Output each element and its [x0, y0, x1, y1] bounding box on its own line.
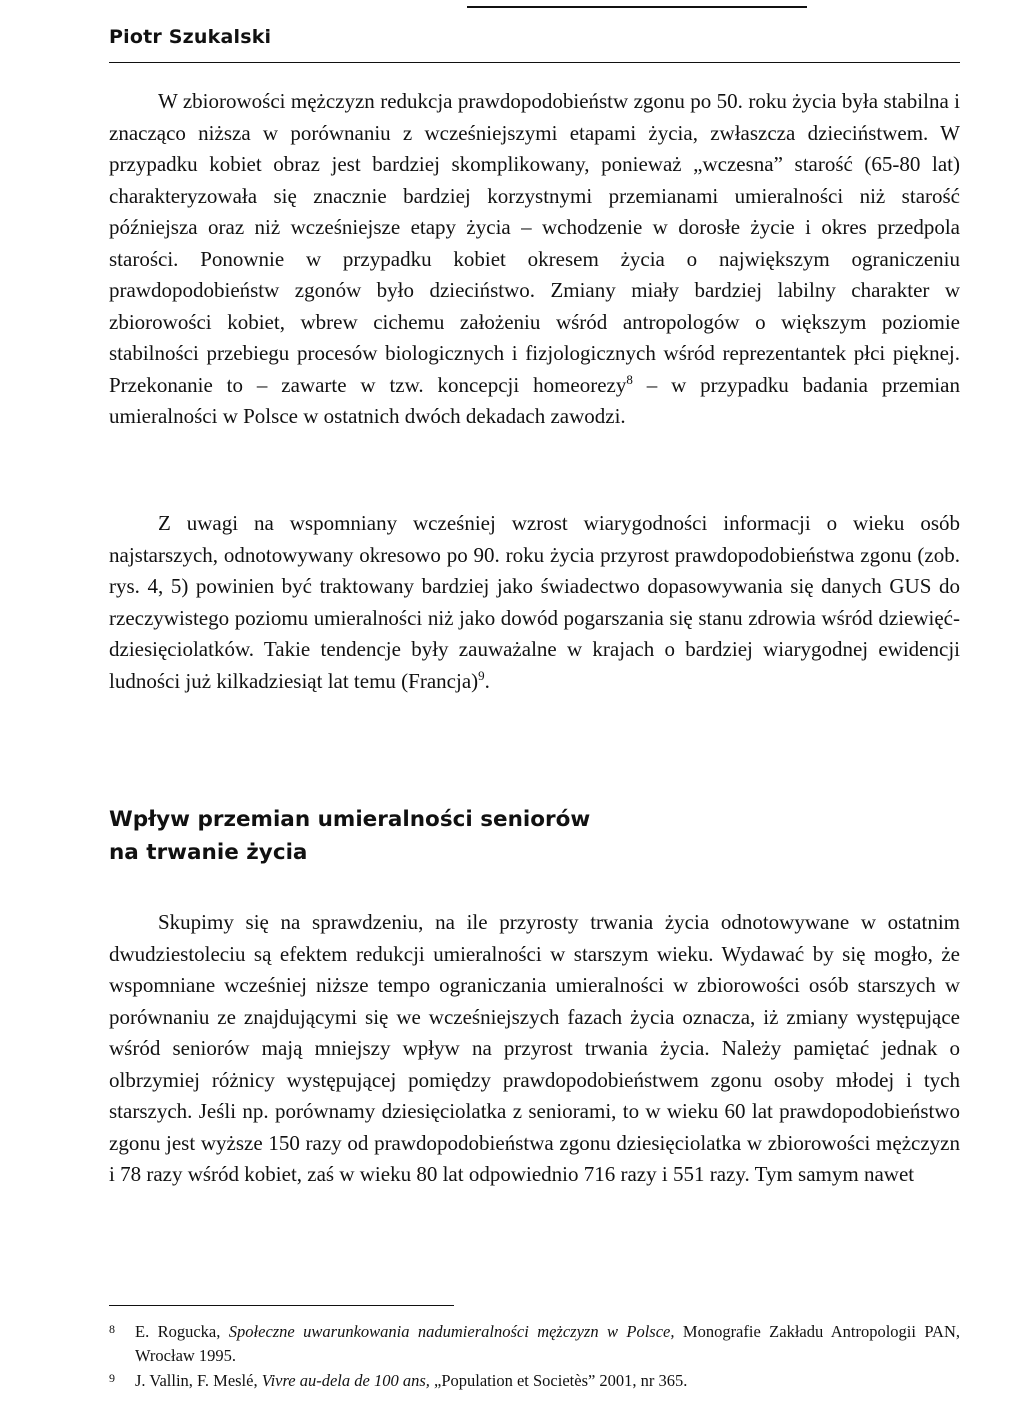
body-paragraph-1	[109, 86, 960, 433]
footnote-title: Społeczne uwarunkowania nadumieralności mężczyzn w Polsce,	[228, 1322, 675, 1341]
footnote-text-continued: „Population et Societès” 2001, nr 365.	[429, 1371, 688, 1390]
footnote-text: E. Rogucka,	[135, 1322, 229, 1341]
section-heading	[109, 803, 960, 869]
paragraph-text-continued: .	[484, 668, 490, 693]
body-paragraph-3	[109, 907, 960, 1191]
section-heading-line-2: na trwanie życia	[109, 840, 308, 865]
footnote-9	[109, 1369, 960, 1393]
footnote-ref[interactable]: 9	[478, 667, 485, 683]
footnote-number: 9	[109, 1371, 115, 1385]
body-paragraph-2	[109, 508, 960, 697]
paragraph-text-continued: – w przypadku badania przemian umieralności w Polsce w ostatnich dwóch dekadach zawodzi.	[109, 372, 960, 428]
footnote-text: J. Vallin, F. Meslé,	[135, 1371, 262, 1390]
footnote-text-continued: Monografie Zakładu Antropologii PAN, Wrocław 1995.	[135, 1322, 960, 1365]
footnotes	[109, 1320, 960, 1394]
running-head-author: Piotr Szukalski	[109, 26, 272, 48]
paragraph-text: Skupimy się na sprawdzeniu, na ile przyrosty trwania życia odnotowywane w ostatnim dwudziestoleciu są efektem redukcji umieralności w starszym wieku. Wydawać by się mogło, że wspomniane wcześniej niższe tempo ograniczania umieralności w zbiorowości osób starszych w porównaniu ze znajdującymi się we wcześniejszych fazach życia oznacza, iż zmiany występujące wśród seniorów mają mniejszy wpływ na przyrost trwania życia. Należy pamiętać jednak o olbrzymiej różnicy występującej pomiędzy prawdopodobieństwem zgonu osoby młodej i tych starszych. Jeśli np. porównamy dziesięciolatka z seniorami, to w wieku 60 lat prawdopodobieństwo zgonu jest wyższe 150 razy od prawdopodobieństwa zgonu dziesięciolatka w zbiorowości mężczyzn i 78 razy wśród kobiet, zaś w wieku 80 lat odpowiednio 716 razy i 551 razy. Tym samym nawet	[109, 910, 960, 1186]
header-rule	[109, 62, 960, 63]
section-heading-line-1: Wpływ przemian umieralności seniorów	[109, 807, 591, 832]
top-rule	[467, 6, 807, 8]
footnote-separator	[109, 1305, 454, 1306]
footnote-title: Vivre au-dela de 100 ans,	[261, 1371, 430, 1390]
footnote-ref[interactable]: 8	[626, 371, 633, 387]
footnote-number: 8	[109, 1322, 115, 1336]
footnote-8	[109, 1320, 960, 1368]
paragraph-text: Z uwagi na wspomniany wcześniej wzrost wiarygodności informacji o wieku osób najstarszych, odnotowywany okresowo po 90. roku życia przyrost prawdopodobieństwa zgonu (zob. rys. 4, 5) powinien być traktowany bardziej jako świadectwo dopasowywania się danych GUS do rzeczywistego poziomu umieralności niż jako dowód pogarszania się stanu zdrowia wśród dziewięćdziesięciolatków. Takie tendencje były zauważalne w krajach o bardziej wiarygodnej ewidencji ludności już kilkadziesiąt lat temu (Francja)	[109, 511, 960, 693]
paragraph-text: W zbiorowości mężczyzn redukcja prawdopodobieństw zgonu po 50. roku życia była stabilna i znacząco niższa w porównaniu z wcześniejszymi etapami życia, zwłaszcza dzieciństwem. W przypadku kobiet obraz jest bardziej skomplikowany, ponieważ „wczesna” starość (65-80 lat) charakteryzowała się znacznie bardziej korzystnymi przemianami umieralności niż starość późniejsza oraz niż wcześniejsze etapy życia – wchodzenie w dorosłe życie i okres przedpola starości. Ponownie w przypadku kobiet okresem życia o największym ograniczeniu prawdopodobieństw zgonów było dzieciństwo. Zmiany miały bardziej labilny charakter w zbiorowości kobiet, wbrew cichemu założeniu wśród antropologów o większym poziomie stabilności przebiegu procesów biologicznych i fizjologicznych wśród reprezentantek płci pięknej. Przekonanie to – zawarte w tzw. koncepcji homeorezy	[109, 89, 960, 397]
